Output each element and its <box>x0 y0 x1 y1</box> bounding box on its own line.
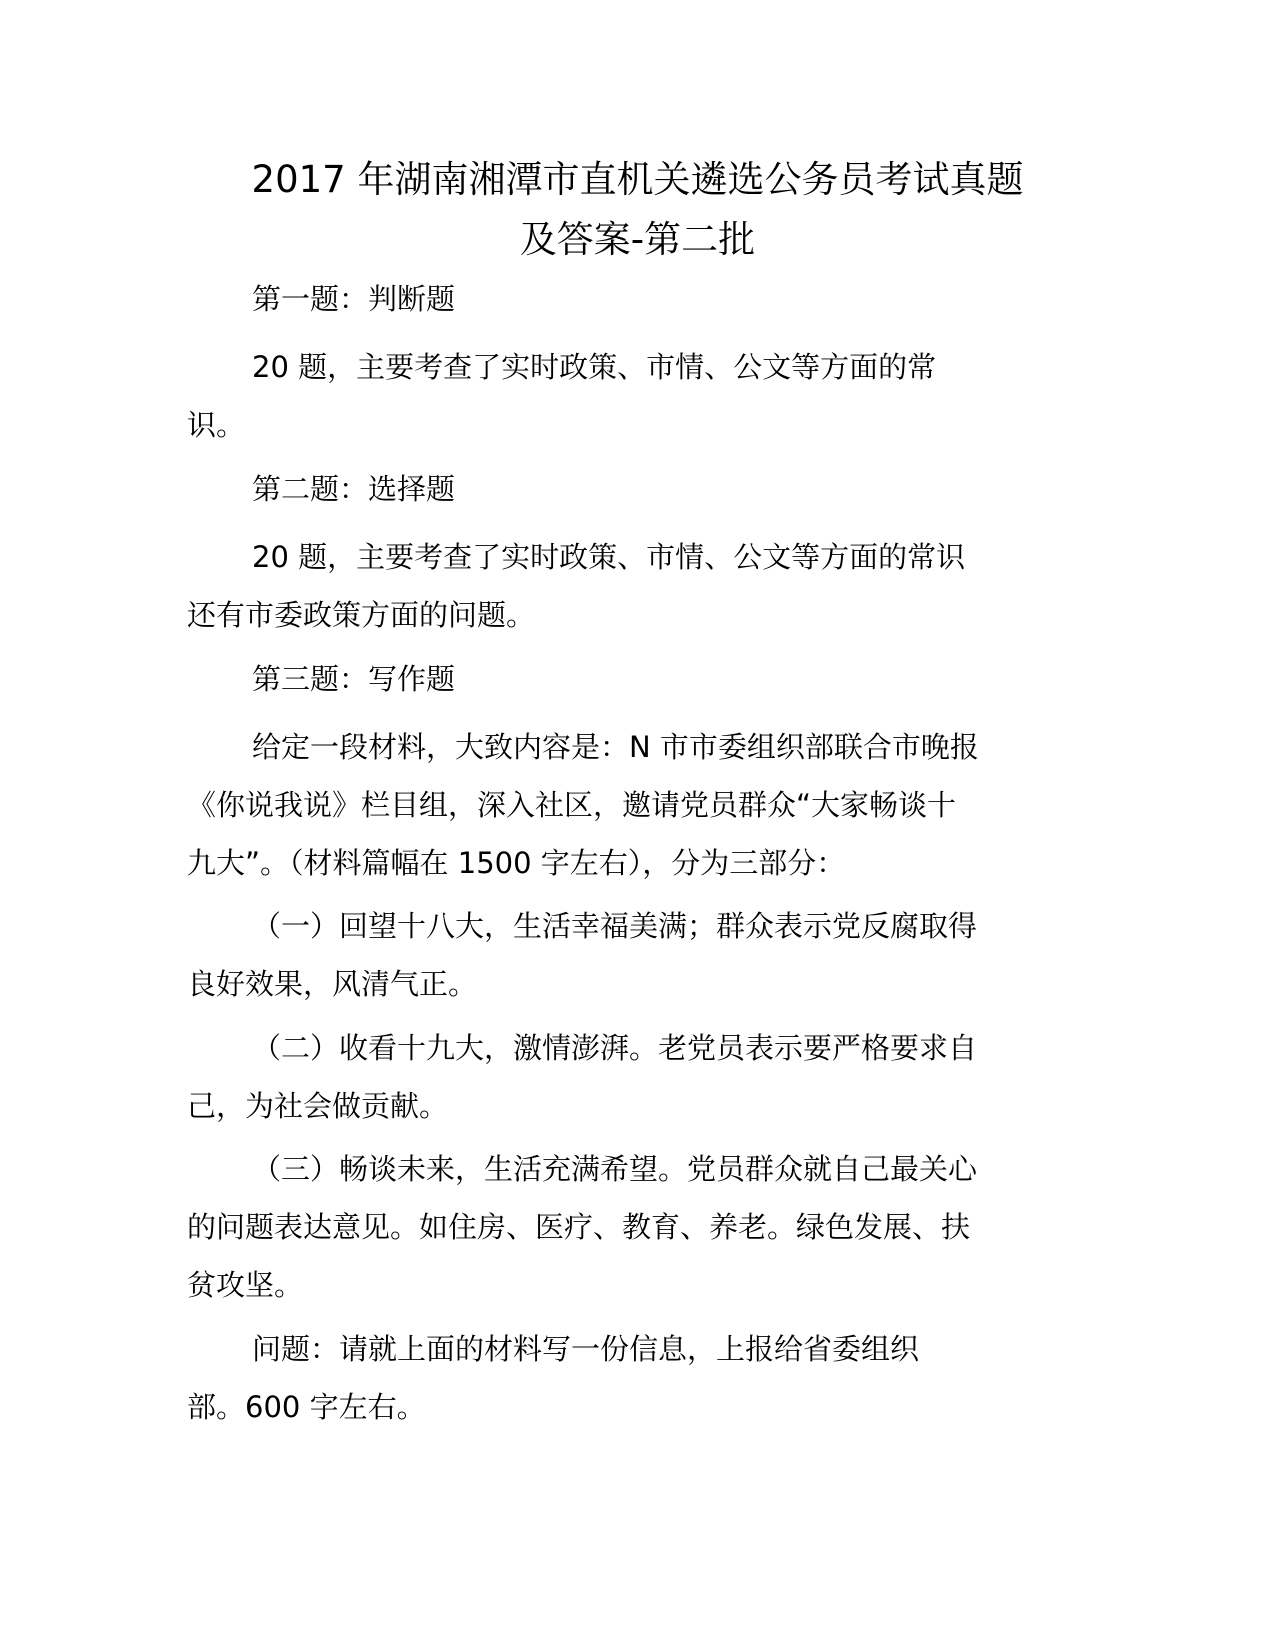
document-title-line-1: 2017 年湖南湘潭市直机关遴选公务员考试真题 <box>251 158 1024 201</box>
question-2-body-line-2: 还有市委政策方面的问题。 <box>187 598 536 632</box>
writing-question <box>187 1320 1087 1436</box>
material-part-2 <box>187 1019 1087 1135</box>
part-1-line-1: （一）回望十八大，生活幸福美满；群众表示党反腐取得 <box>252 909 978 943</box>
writing-question-line-2: 部。600 字左右。 <box>187 1390 426 1424</box>
question-2-heading: 第二题：选择题 <box>252 472 456 506</box>
material-line-3: 九大”。（材料篇幅在 1500 字左右），分为三部分： <box>187 846 846 880</box>
question-1-heading: 第一题：判断题 <box>252 282 456 316</box>
part-2-line-1: （二）收看十九大，激情澎湃。老党员表示要严格要求自 <box>252 1031 978 1065</box>
material-line-1: 给定一段材料，大致内容是：N 市市委组织部联合市晚报 <box>252 730 979 764</box>
question-2-body-line-1: 20 题，主要考查了实时政策、市情、公文等方面的常识 <box>252 540 966 574</box>
question-1-body-line-1: 20 题，主要考查了实时政策、市情、公文等方面的常 <box>252 350 937 384</box>
material-part-3 <box>187 1140 1087 1314</box>
part-3-line-3: 贫攻坚。 <box>187 1268 304 1302</box>
part-2-line-2: 己，为社会做贡献。 <box>187 1089 449 1123</box>
question-1-body-line-2: 识。 <box>187 408 246 442</box>
part-3-line-1: （三）畅谈未来，生活充满希望。党员群众就自己最关心 <box>252 1152 978 1186</box>
material-part-1 <box>187 897 1087 1013</box>
document-title-line-2: 及答案-第二批 <box>519 218 756 261</box>
question-1-body <box>187 338 1087 454</box>
question-3-heading: 第三题：写作题 <box>252 662 456 696</box>
material-line-2: 《你说我说》栏目组，深入社区，邀请党员群众“大家畅谈十 <box>187 788 957 822</box>
question-2-body <box>187 528 1087 644</box>
part-3-line-2: 的问题表达意见。如住房、医疗、教育、养老。绿色发展、扶 <box>187 1210 971 1244</box>
writing-question-line-1: 问题：请就上面的材料写一份信息，上报给省委组织 <box>252 1332 920 1366</box>
part-1-line-2: 良好效果，风清气正。 <box>187 967 478 1001</box>
material-description <box>187 718 1087 892</box>
